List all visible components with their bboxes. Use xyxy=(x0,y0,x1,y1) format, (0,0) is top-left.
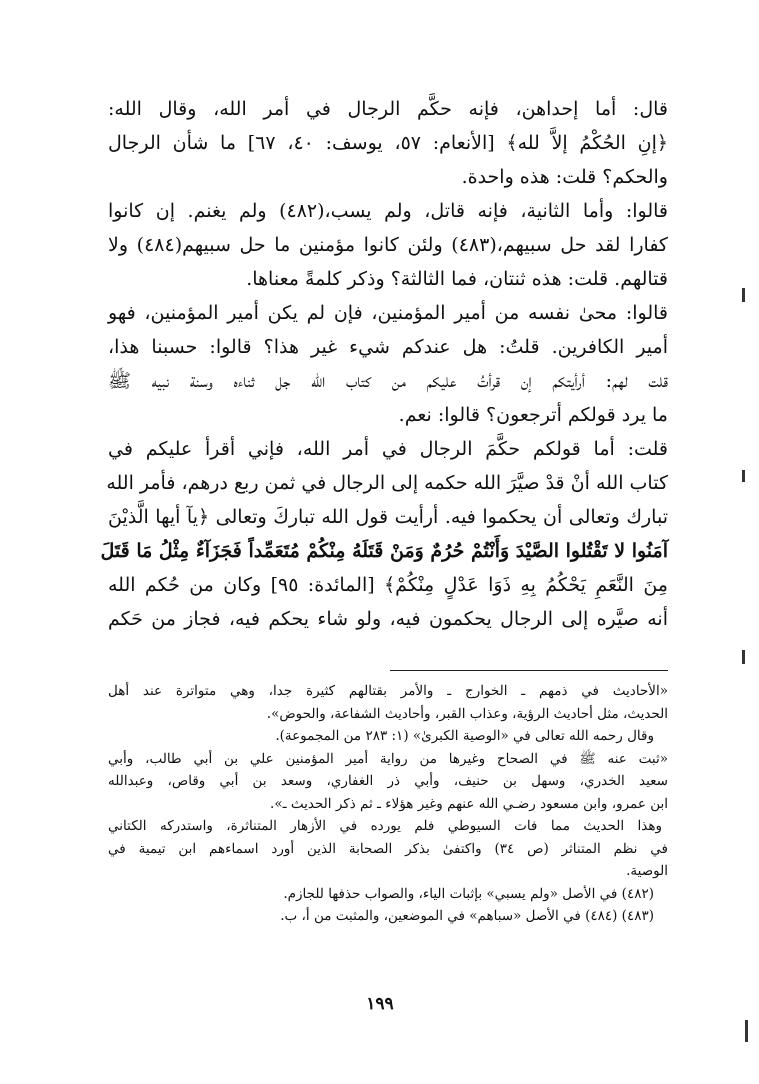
scan-mark xyxy=(745,1020,748,1042)
text-line: ﴿إنِ الحُكْمُ إلاَّ لله﴾ [الأنعام: ٥٧، يوسف: ٤٠، ٦٧] ما شأن الرجال xyxy=(108,132,668,154)
text-line: تبارك وتعالى أن يحكموا فيه. أرأيت قول الله تباركَ وتعالى ﴿يآ أيها الَّذيْنَ xyxy=(108,506,668,528)
footnote-line: وقال رحمه الله تعالى في «الوصية الكبرىٰ» (١: ٢٨٣ من المجموعة). xyxy=(275,728,654,744)
scan-mark xyxy=(742,650,745,664)
text-line: قلت لهم: أرأيتكم إن قرأتُ عليكم من كتاب الله جل ثناءه وسنة نبيه ﷺ xyxy=(108,370,668,392)
footnote-line: وهذا الحديث مما فات السيوطي فلم يورده في الأزهار المتناثرة، واستدركه الكتاني xyxy=(108,818,662,834)
footnote-entry-482: (٤٨٢) في الأصل «ولم يسبي» بإثبات الياء، والصواب حذفها للجازم. xyxy=(283,885,654,902)
text-line: قلت: أما قولكم حكَّمَ الرجال في أمر الله، فإني أقرأ عليكم في xyxy=(108,438,668,460)
scan-mark xyxy=(742,288,745,302)
text-line: قالوا: وأما الثانية، فإنه قاتل، ولم يسب،(٤٨٢) ولم يغنم. إن كانوا xyxy=(108,200,668,222)
text-line: قتالهم. قلت: هذه ثنتان، فما الثالثة؟ وذكر كلمةً معناها. xyxy=(246,268,668,290)
text-line: مِنَ النَّعَمِ يَحْكُمُ بِهِ ذَوَا عَدْلٍ مِنْكُمْ﴾ [المائدة: ٩٥] وكان من حُكم الله xyxy=(108,574,668,596)
scan-mark xyxy=(742,470,745,482)
page-number: ١٩٩ xyxy=(366,994,394,1014)
text-line: أنه صيَّره إلى الرجال يحكمون فيه، ولو شاء يحكم فيه، فجاز من حَكم xyxy=(108,608,668,630)
footnote-line: ابن عمرو، وابن مسعود رضـي الله عنهم وغير هؤلاء ـ ثم ذكر الحديث ـ». xyxy=(270,795,668,812)
footnotes xyxy=(108,680,668,928)
footnote-separator xyxy=(390,670,668,671)
footnote-entry-483-484: (٤٨٣) (٤٨٤) في الأصل «سباهم» في الموضعين، والمثبت من أ، ب. xyxy=(280,908,654,924)
footnote-line: الحديث، مثل أحاديث الرؤية، وعذاب القبر، وأحاديث الشفاعة، والحوض». xyxy=(266,705,668,722)
text-line: قالوا: محىٰ نفسه من أمير المؤمنين، فإن لم يكن أمير المؤمنين، فهو xyxy=(108,302,668,324)
text-line: كفارا لقد حل سبيهم،(٤٨٣) ولئن كانوا مؤمنين ما حل سبيهم(٤٨٤) ولا xyxy=(108,234,668,256)
footnote-line: «ثبت عنه ﷺ في الصحاح وغيرها من رواية أمير المؤمنين علي بن أبي طالب، وأبي xyxy=(108,750,668,767)
footnote-line: «الأحاديث في ذمهم ـ الخوارج ـ والأمر بقتالهم كثيرة جدا، وهي متواترة عند أهل xyxy=(108,683,668,699)
footnote-line: في نظم المتناثر (ص ٣٤) واكتفىٰ بذكر الصحابة الذين أورد اسماءهم ابن تيمية في xyxy=(108,840,668,857)
text-line: والحكم؟ قلت: هذه واحدة. xyxy=(461,166,668,188)
text-line: كتاب الله أنْ قدْ صيَّرَ الله حكمه إلى الرجال في ثمن ربع درهم، فأمر الله xyxy=(106,472,668,494)
footnote-line: سعيد الخدري، وسهل بن حنيف، وأبي ذر الغفاري، وسعد بن أبي وقاص، وعبدالله xyxy=(108,773,668,789)
main-text xyxy=(100,92,668,636)
quran-verse-line: آمَنُوا لا تَقْتُلوا الصَّيْدَ وَأَنْتُمْ حُرُمٌ وَمَنْ قَتَلَهُ مِنْكُمْ مُتَعَمِّداً فَجَزَآءٌ مِثْلُ مَا قَتَلَ xyxy=(100,540,668,562)
text-line: قال: أما إحداهن، فإنه حكَّم الرجال في أمر الله، وقال الله: xyxy=(108,98,668,120)
footnote-line: الوصية. xyxy=(626,863,668,879)
text-line: أمير الكافرين. قلتُ: هل عندكم شيء غير هذا؟ قالوا: حسبنا هذا، xyxy=(108,336,668,358)
text-line: ما يرد قولكم أترجعون؟ قالوا: نعم. xyxy=(398,404,668,426)
